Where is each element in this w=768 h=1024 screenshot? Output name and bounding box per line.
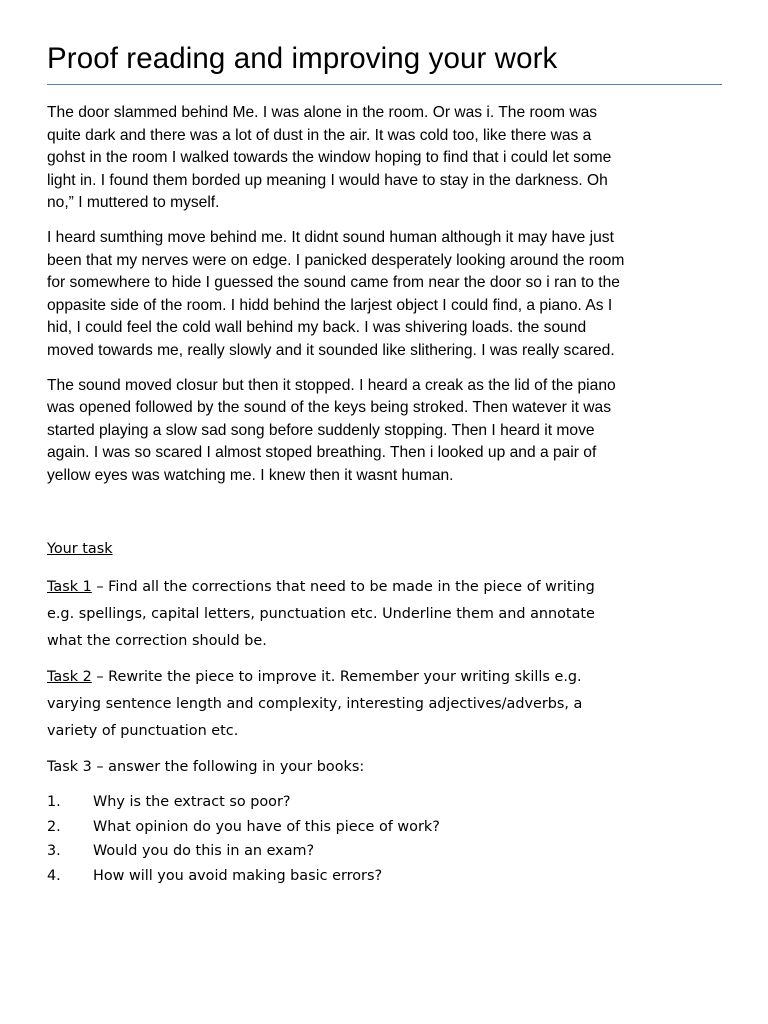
story-line: light in. I found them borded up meaning I would have to stay in the darkness. Oh [47,171,608,189]
story-line: The door slammed behind Me. I was alone in the room. Or was i. The room was [47,104,598,121]
story-paragraph-2 [47,227,722,363]
task-1-line: e.g. spellings, capital letters, punctuation etc. Underline them and annotate [47,606,595,622]
story-line: been that my nerves were on edge. I panicked desperately looking around the room [47,251,625,269]
task-2-line [47,664,722,691]
task-1-line: what the correction should be. [47,633,267,649]
story-line: quite dark and there was a lot of dust in the air. It was cold too, like there was a [47,126,592,144]
question-list [47,790,722,888]
question-text: Why is the extract so poor? [93,794,291,810]
question-text: Would you do this in an exam? [93,843,315,859]
task-1 [47,574,722,655]
story-line: oppasite side of the room. I hidd behind the larjest object I could find, a piano. As I [47,296,613,314]
task-1-line [47,574,722,601]
story-line: I heard sumthing move behind me. It didnt sound human although it may have just [47,228,614,246]
question-text: What opinion do you have of this piece of work? [93,818,440,835]
list-item [47,790,722,815]
story-paragraph-1 [47,102,722,215]
story-extract [47,102,722,500]
question-text: How will you avoid making basic errors? [93,867,383,884]
task-2-label: Task 2 [47,669,92,685]
task-2 [47,664,722,745]
task-3 [47,754,722,781]
task-heading-text: Your task [47,541,113,557]
list-item [47,839,722,864]
story-line: for somewhere to hide I guessed the sound came from near the door so i ran to the [47,274,620,292]
question-number: 4. [47,867,61,884]
story-line: hid, I could feel the cold wall behind my back. I was shivering loads. the sound [47,319,587,337]
story-line: yellow eyes was watching me. I knew then it wasnt human. [47,466,454,484]
question-number: 3. [47,843,61,859]
task-section [47,536,722,888]
task-1-text: – Find all the corrections that need to be made in the piece of writing [91,579,595,595]
story-line: The sound moved closur but then it stopped. I heard a creak as the lid of the piano [47,376,616,394]
story-line: moved towards me, really slowly and it sounded like slithering. I was really scared. [47,341,615,359]
question-number: 2. [47,818,61,835]
story-line: no,” I muttered to myself. [47,194,220,212]
task-2-line: varying sentence length and complexity, interesting adjectives/adverbs, a [47,696,583,712]
task-3-text: Task 3 – answer the following in your books: [47,759,365,775]
task-2-line: variety of punctuation etc. [47,723,239,739]
story-line: gohst in the room I walked towards the window hoping to find that i could let some [47,149,612,167]
list-item [47,864,722,889]
question-number: 1. [47,794,61,810]
page-title: Proof reading and improving your work [47,42,558,75]
list-item [47,815,722,840]
title-underline-rule [47,84,722,85]
story-paragraph-3 [47,375,722,488]
story-line: was opened followed by the sound of the keys being stroked. Then watever it was [47,399,612,417]
task-1-label: Task 1 [47,579,92,595]
story-line: started playing a slow sad song before suddenly stopping. Then I heard it move [47,421,595,439]
task-2-text: – Rewrite the piece to improve it. Remember your writing skills e.g. [91,669,582,685]
story-line: again. I was so scared I almost stoped breathing. Then i looked up and a pair of [47,444,597,462]
task-heading [47,536,722,563]
